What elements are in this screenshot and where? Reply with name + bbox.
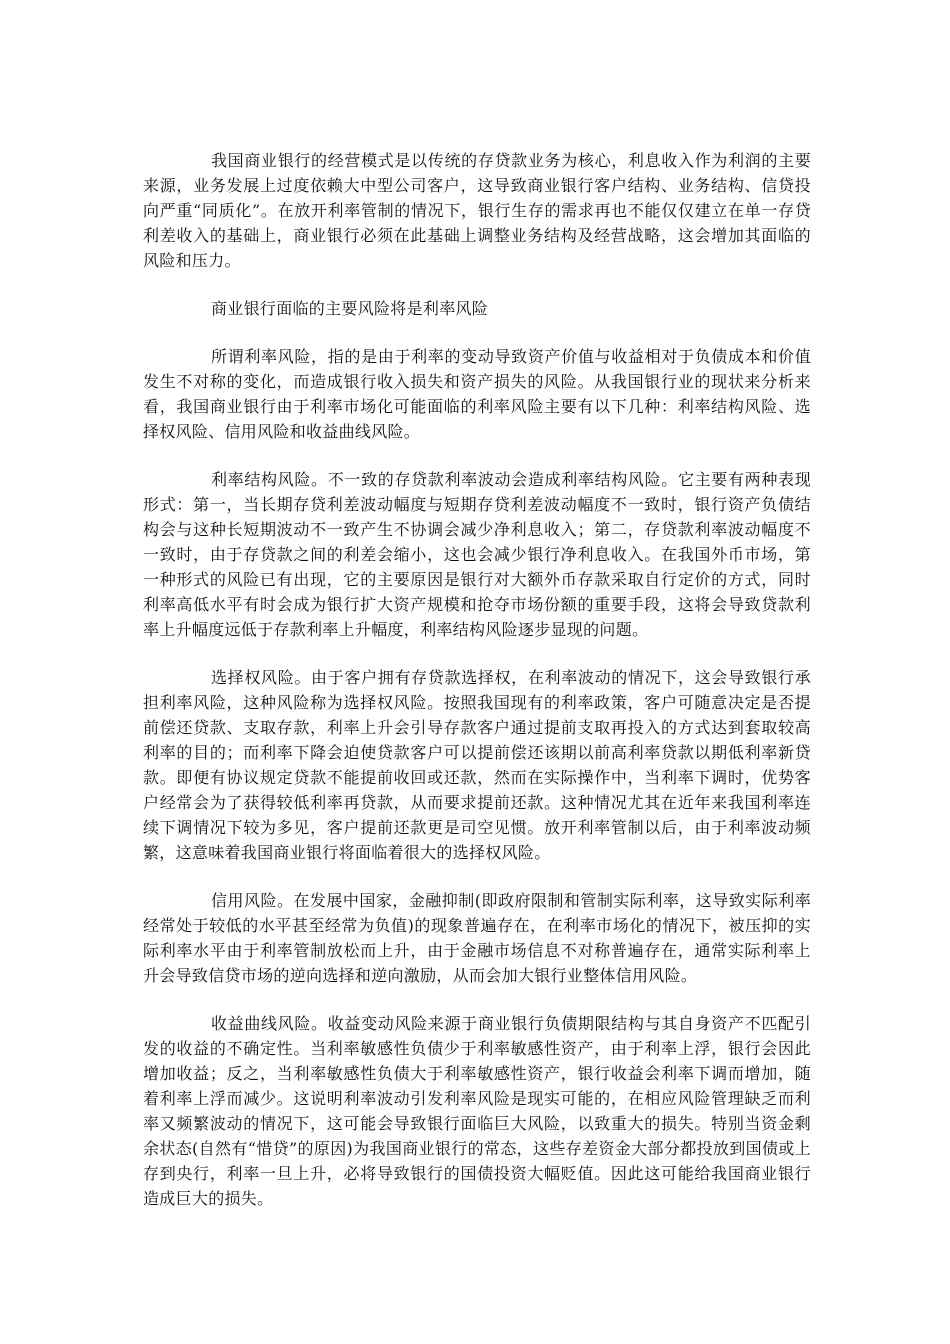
paragraph-structure-risk: 利率结构风险。不一致的存贷款利率波动会造成利率结构风险。它主要有两种表现形式：第一，当长期存贷利差波动幅度与短期存贷利差波动幅度不一致时，银行资产负债结构会与这种长短期波动不一致产生不协调会减少净利息收入；第二，存贷款利率波动幅度不一致时，由于存贷款之间的利差会缩小，这也会减少银行净利息收入。在我国外币市场，第一种形式的风险已有出现，它的主要原因是银行对大额外币存款采取自行定价的方式，同时利率高低水平有时会成为银行扩大资产规模和抢夺市场份额的重要手段，这将会导致贷款利率上升幅度远低于存款利率上升幅度，利率结构风险逐步显现的问题。 [143,470,811,639]
document-body [143,148,811,1234]
paragraph-option-risk: 选择权风险。由于客户拥有存贷款选择权，在利率波动的情况下，这会导致银行承担利率风险，这种风险称为选择权风险。按照我国现有的利率政策，客户可随意决定是否提前偿还贷款、支取存款，利率上升会引导存款客户通过提前支取再投入的方式达到套取较高利率的目的；而利率下降会迫使贷款客户可以提前偿还该期以前高利率贷款以期低利率新贷款。即便有协议规定贷款不能提前收回或还款，然而在实际操作中，当利率下调时，优势客户经常会为了获得较低利率再贷款，从而要求提前还款。这种情况尤其在近年来我国利率连续下调情况下较为多见，客户提前还款更是司空见惯。放开利率管制以后，由于利率波动频繁，这意味着我国商业银行将面临着很大的选择权风险。 [143,668,811,862]
paragraph-credit-risk: 信用风险。在发展中国家，金融抑制(即政府限制和管制实际利率，这导致实际利率经常处于较低的水平甚至经常为负值)的现象普遍存在，在利率市场化的情况下，被压抑的实际利率水平由于利率管制放松而上升，由于金融市场信息不对称普遍存在，通常实际利率上升会导致信贷市场的逆向选择和逆向激励，从而会加大银行业整体信用风险。 [143,891,811,985]
paragraph-business-model: 我国商业银行的经营模式是以传统的存贷款业务为核心，利息收入作为利润的主要来源，业务发展上过度依赖大中型公司客户，这导致商业银行客户结构、业务结构、信贷投向严重“同质化”。在放开利率管制的情况下，银行生存的需求再也不能仅仅建立在单一存贷利差收入的基础上，商业银行必须在此基础上调整业务结构及经营战略，这会增加其面临的风险和压力。 [143,151,811,270]
section-heading-interest-rate-risk: 商业银行面临的主要风险将是利率风险 [211,299,489,318]
paragraph-yield-curve-risk: 收益曲线风险。收益变动风险来源于商业银行负债期限结构与其自身资产不匹配引发的收益的不确定性。当利率敏感性负债少于利率敏感性资产，由于利率上浮，银行会因此增加收益；反之，当利率敏感性负债大于利率敏感性资产，银行收益会利率下调而增加，随着利率上浮而减少。这说明利率波动引发利率风险是现实可能的，在相应风险管理缺乏而利率又频繁波动的情况下，这可能会导致银行面临巨大风险，以致重大的损失。特别当资金剩余状态(自然有“惜贷”的原因)为我国商业银行的常态，这些存差资金大部分都投放到国债或上存到央行，利率一旦上升，必将导致银行的国债投资大幅贬值。因此这可能给我国商业银行造成巨大的损失。 [143,1014,811,1208]
paragraph-definition-interest-rate-risk: 所谓利率风险，指的是由于利率的变动导致资产价值与收益相对于负债成本和价值发生不对称的变化，而造成银行收入损失和资产损失的风险。从我国银行业的现状来分析来看，我国商业银行由于利率市场化可能面临的利率风险主要有以下几种：利率结构风险、选择权风险、信用风险和收益曲线风险。 [143,347,811,441]
